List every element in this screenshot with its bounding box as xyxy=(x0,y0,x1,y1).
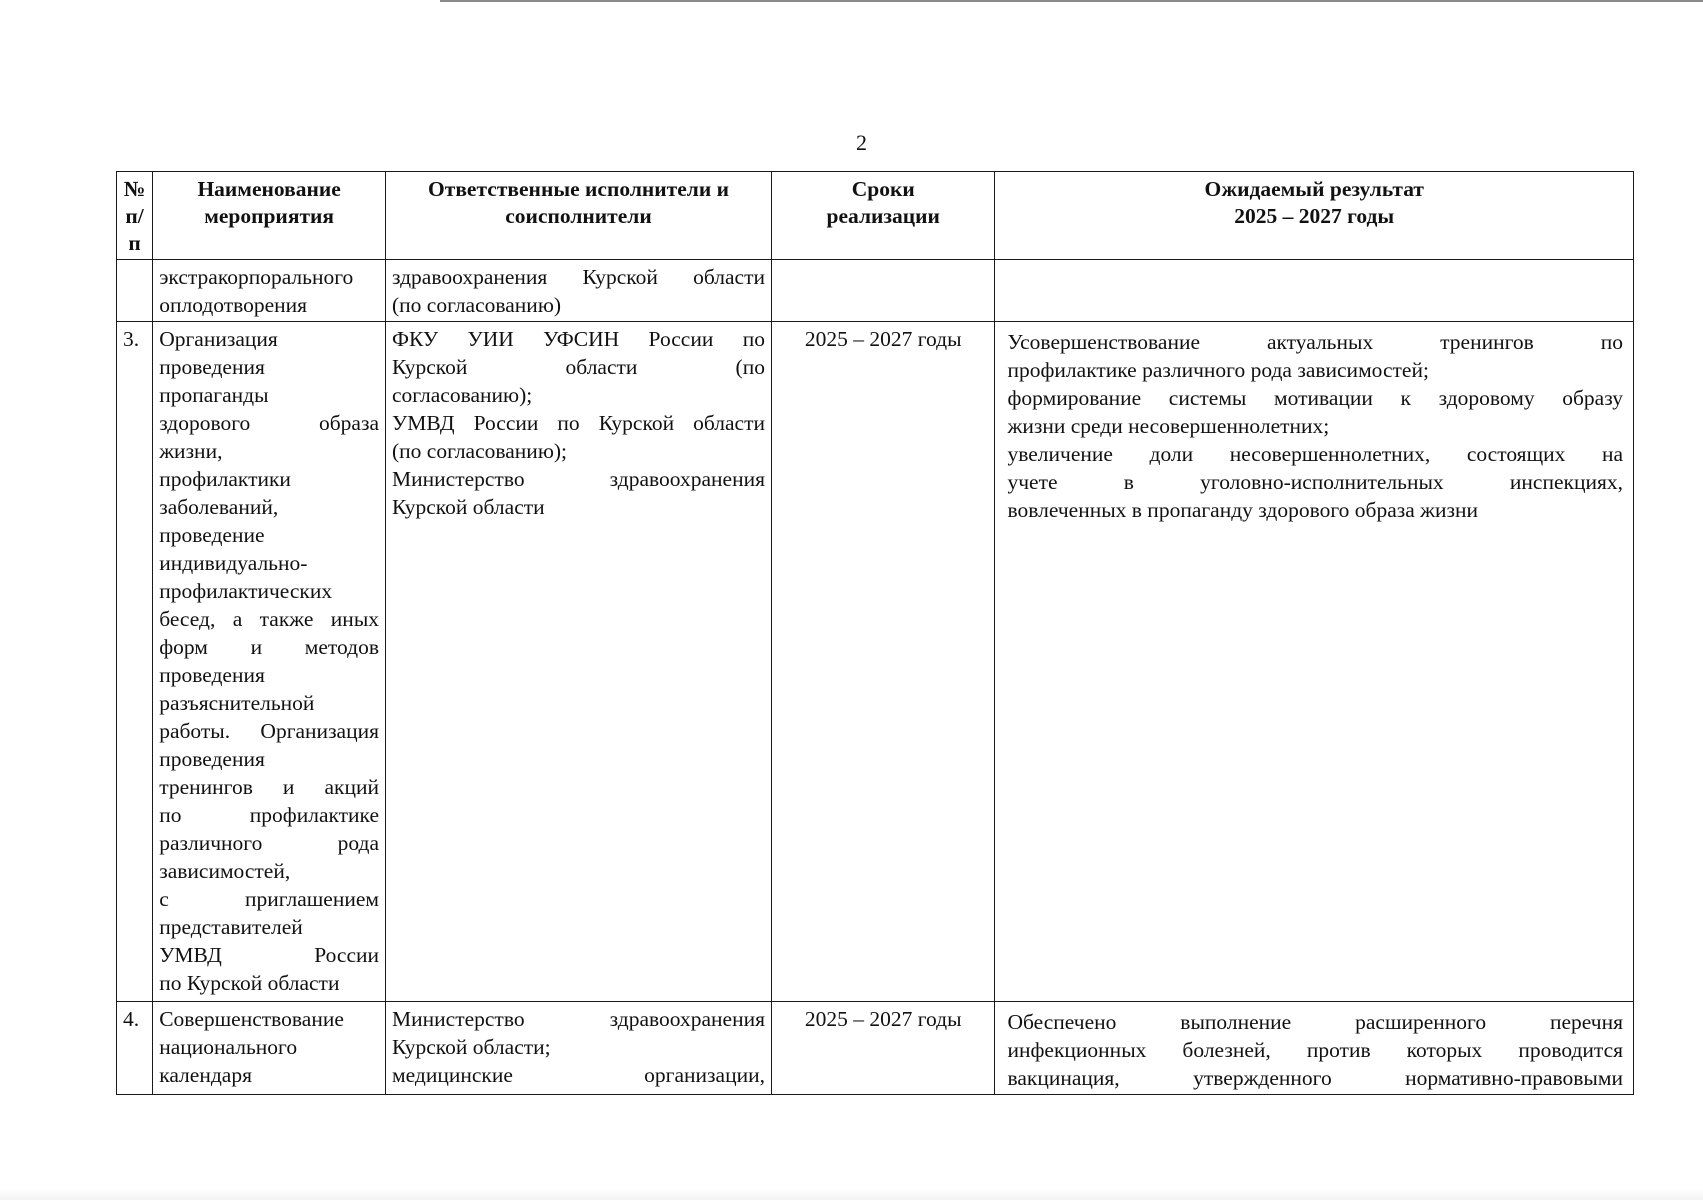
cell-line: УМВД России по Курской области xyxy=(392,411,765,435)
cell-terms: 2025 – 2027 годы xyxy=(771,1002,995,1095)
header-text: реализации xyxy=(826,204,940,228)
cell-line: инфекционных болезней, против которых проводится xyxy=(1007,1038,1623,1062)
cell-line: Обеспечено выполнение расширенного перечня xyxy=(1007,1010,1623,1034)
cell-line: экстракорпорального xyxy=(159,265,354,289)
cell-line: учете в уголовно-исполнительных инспекциях, xyxy=(1007,470,1623,494)
header-text: мероприятия xyxy=(204,204,335,228)
cell-line: Организация xyxy=(159,327,278,351)
cell-line: профилактике различного рода зависимостей; xyxy=(1007,358,1429,382)
header-terms xyxy=(771,172,995,260)
cell-line: проведения xyxy=(159,355,265,379)
cell-line: проведения xyxy=(159,747,265,771)
cell-line: зависимостей, xyxy=(159,859,291,883)
cell-line: различного рода xyxy=(159,831,380,855)
cell-line: календаря xyxy=(159,1063,252,1087)
cell-line: Курской области xyxy=(392,495,545,519)
header-text: № xyxy=(123,177,146,201)
header-text: Ответственные исполнители и xyxy=(428,177,729,201)
header-text: соисполнители xyxy=(505,204,652,228)
cell-line: увеличение доли несовершеннолетних, состоящих на xyxy=(1007,442,1623,466)
header-text: п xyxy=(128,231,141,255)
cell-line: (по согласованию) xyxy=(392,293,562,317)
header-executors xyxy=(386,172,772,260)
cell-line: индивидуально- xyxy=(159,551,308,575)
cell-line: форм и методов xyxy=(159,635,380,659)
cell-line: Совершенствование xyxy=(159,1007,344,1031)
cell-terms xyxy=(771,260,995,322)
cell-line: работы. Организация xyxy=(159,719,380,743)
cell-name xyxy=(153,1002,386,1095)
cell-line: вовлеченных в пропаганду здорового образа жизни xyxy=(1007,498,1479,522)
header-text: 2025 – 2027 годы xyxy=(1234,204,1395,228)
cell-executors xyxy=(386,260,772,322)
header-result xyxy=(995,172,1634,260)
scan-bottom-edge xyxy=(0,1188,1703,1200)
cell-line: представителей xyxy=(159,915,303,939)
cell-line: разъяснительной xyxy=(159,691,315,715)
cell-line: жизни, xyxy=(159,439,223,463)
cell-line: жизни среди несовершеннолетних; xyxy=(1007,414,1330,438)
cell-line: проведение xyxy=(159,523,265,547)
cell-line: Курской области (по xyxy=(392,355,765,379)
cell-result xyxy=(995,260,1634,322)
cell-line: профилактики xyxy=(159,467,291,491)
cell-executors xyxy=(386,322,772,1002)
cell-line: пропаганды xyxy=(159,383,269,407)
cell-terms: 2025 – 2027 годы xyxy=(771,322,995,1002)
header-text: Сроки xyxy=(851,177,915,201)
cell-number xyxy=(117,260,153,322)
header-text: Наименование xyxy=(197,177,341,201)
cell-result xyxy=(995,1002,1634,1095)
cell-executors xyxy=(386,1002,772,1095)
cell-line: с приглашением xyxy=(159,887,380,911)
cell-line: формирование системы мотивации к здоровому образу xyxy=(1007,386,1623,410)
table-row xyxy=(117,260,1634,322)
header-text: п/ xyxy=(125,204,144,228)
cell-line: медицинские организации, xyxy=(392,1063,765,1087)
cell-line: (по согласованию); xyxy=(392,439,568,463)
page-number: 2 xyxy=(856,130,867,155)
cell-line: Курской области; xyxy=(392,1035,551,1059)
cell-name xyxy=(153,322,386,1002)
cell-name xyxy=(153,260,386,322)
table-row xyxy=(117,322,1634,1002)
cell-line: бесед, а также иных xyxy=(159,607,380,631)
cell-line: согласованию); xyxy=(392,383,533,407)
cell-line: по профилактике xyxy=(159,803,380,827)
table-row xyxy=(117,1002,1634,1095)
cell-line: Министерство здравоохранения xyxy=(392,467,765,491)
header-number xyxy=(117,172,153,260)
cell-line: Министерство здравоохранения xyxy=(392,1007,765,1031)
cell-line: проведения xyxy=(159,663,265,687)
cell-result xyxy=(995,322,1634,1002)
cell-line: ФКУ УИИ УФСИН России по xyxy=(392,327,765,351)
cell-line: заболеваний, xyxy=(159,495,279,519)
cell-line: здравоохранения Курской области xyxy=(392,265,765,289)
cell-line: национального xyxy=(159,1035,298,1059)
cell-line: оплодотворения xyxy=(159,293,308,317)
header-name xyxy=(153,172,386,260)
cell-line: вакцинация, утвержденного нормативно-правовыми xyxy=(1007,1066,1623,1090)
header-text: Ожидаемый результат xyxy=(1204,177,1424,201)
cell-line: УМВД России xyxy=(159,943,380,967)
cell-line: по Курской области xyxy=(159,971,340,995)
cell-line: Усовершенствование актуальных тренингов по xyxy=(1007,330,1623,354)
cell-number: 3. xyxy=(117,322,153,1002)
table-header-row xyxy=(117,172,1634,260)
measures-table xyxy=(116,171,1634,1095)
cell-line: профилактических xyxy=(159,579,333,603)
scan-edge-line xyxy=(440,0,1703,2)
cell-number: 4. xyxy=(117,1002,153,1095)
cell-line: здорового образа xyxy=(159,411,380,435)
cell-line: тренингов и акций xyxy=(159,775,380,799)
